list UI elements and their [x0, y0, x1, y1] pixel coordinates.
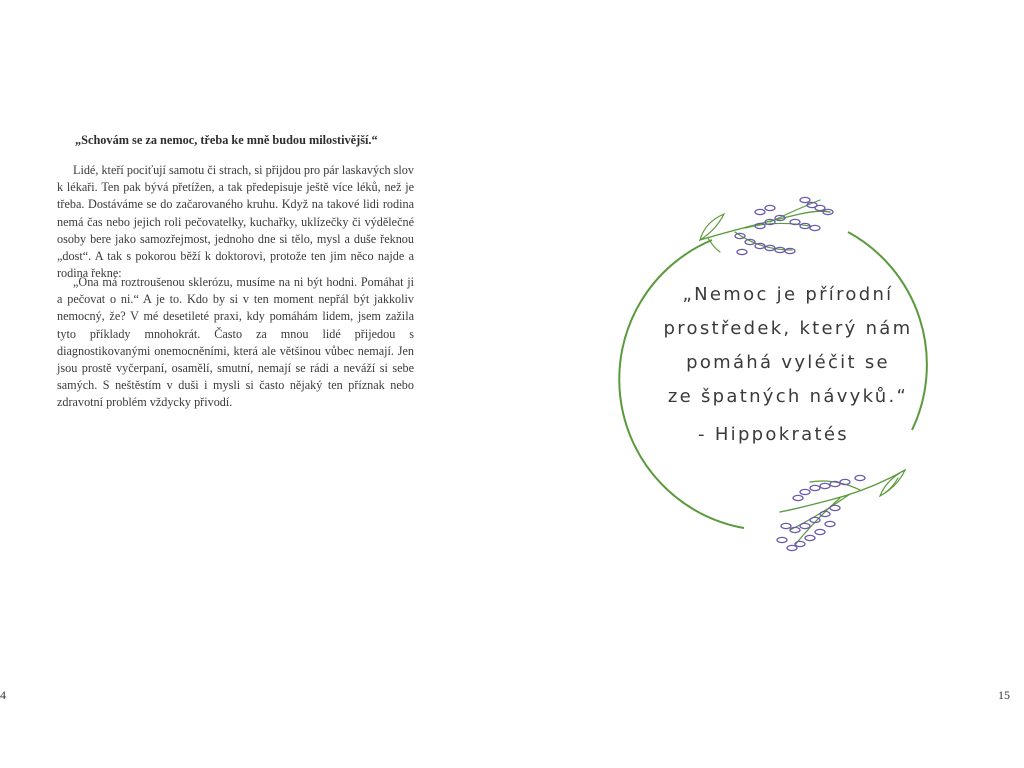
page-number-right: 15	[998, 688, 1010, 702]
body-paragraph-1: Lidé, kteří pociťují samotu či strach, si přijdou pro pár laskavých slov k lékaři. Ten pak bývá přetížen, a tak předepisuje ještě více léků, než je třeba. Dostáváme se do začarovaného kruhu. Když na takové lidi rodina nemá čas nebo jejich roli pečovatelky, kuchařky, uklízečky či výdělečné osoby bere jako samozřejmost, jednoho dne si tělo, mysl a duše řeknou „dost“. A tak s pokorou běží k doktorovi, protože ten jim něco najde a rodina řekne:	[57, 163, 414, 281]
body-paragraph-2: „Ona má roztroušenou sklerózu, musíme na ni být hodni. Pomáhat ji a pečovat o ni.“ A je to. Kdo by si v ten moment nepřál být jakkoliv nemocný, že? V mé desetileté praxi, kdy pomáhám lidem, jsem zažila tyto příklady mnohokrát. Často za mnou lidé přijedou s diagnostikovanými onemocněními, která ale většinou vůbec nemají. Jen jsou prostě vyčerpaní, osamělí, smutní, nemají se rádi a neváží si sebe samých. S neštěstím v duši i mysli si často nějaký ten příznak nebo zdravotní problém vždycky přivodí.	[57, 275, 414, 410]
quote-line-4: ze špatných návyků.“	[667, 386, 909, 407]
quote-line-2: prostředek, který nám	[663, 318, 913, 339]
page-number-left: 4	[0, 688, 6, 702]
quote-line-1: „Nemoc je přírodní	[682, 284, 894, 305]
section-heading: „Schovám se za nemoc, třeba ke mně budou milostivější.“	[75, 133, 378, 147]
quote-line-3: pomáhá vyléčit se	[686, 352, 890, 373]
quote-author: - Hippokratés	[698, 424, 849, 445]
right-page	[512, 0, 1024, 768]
